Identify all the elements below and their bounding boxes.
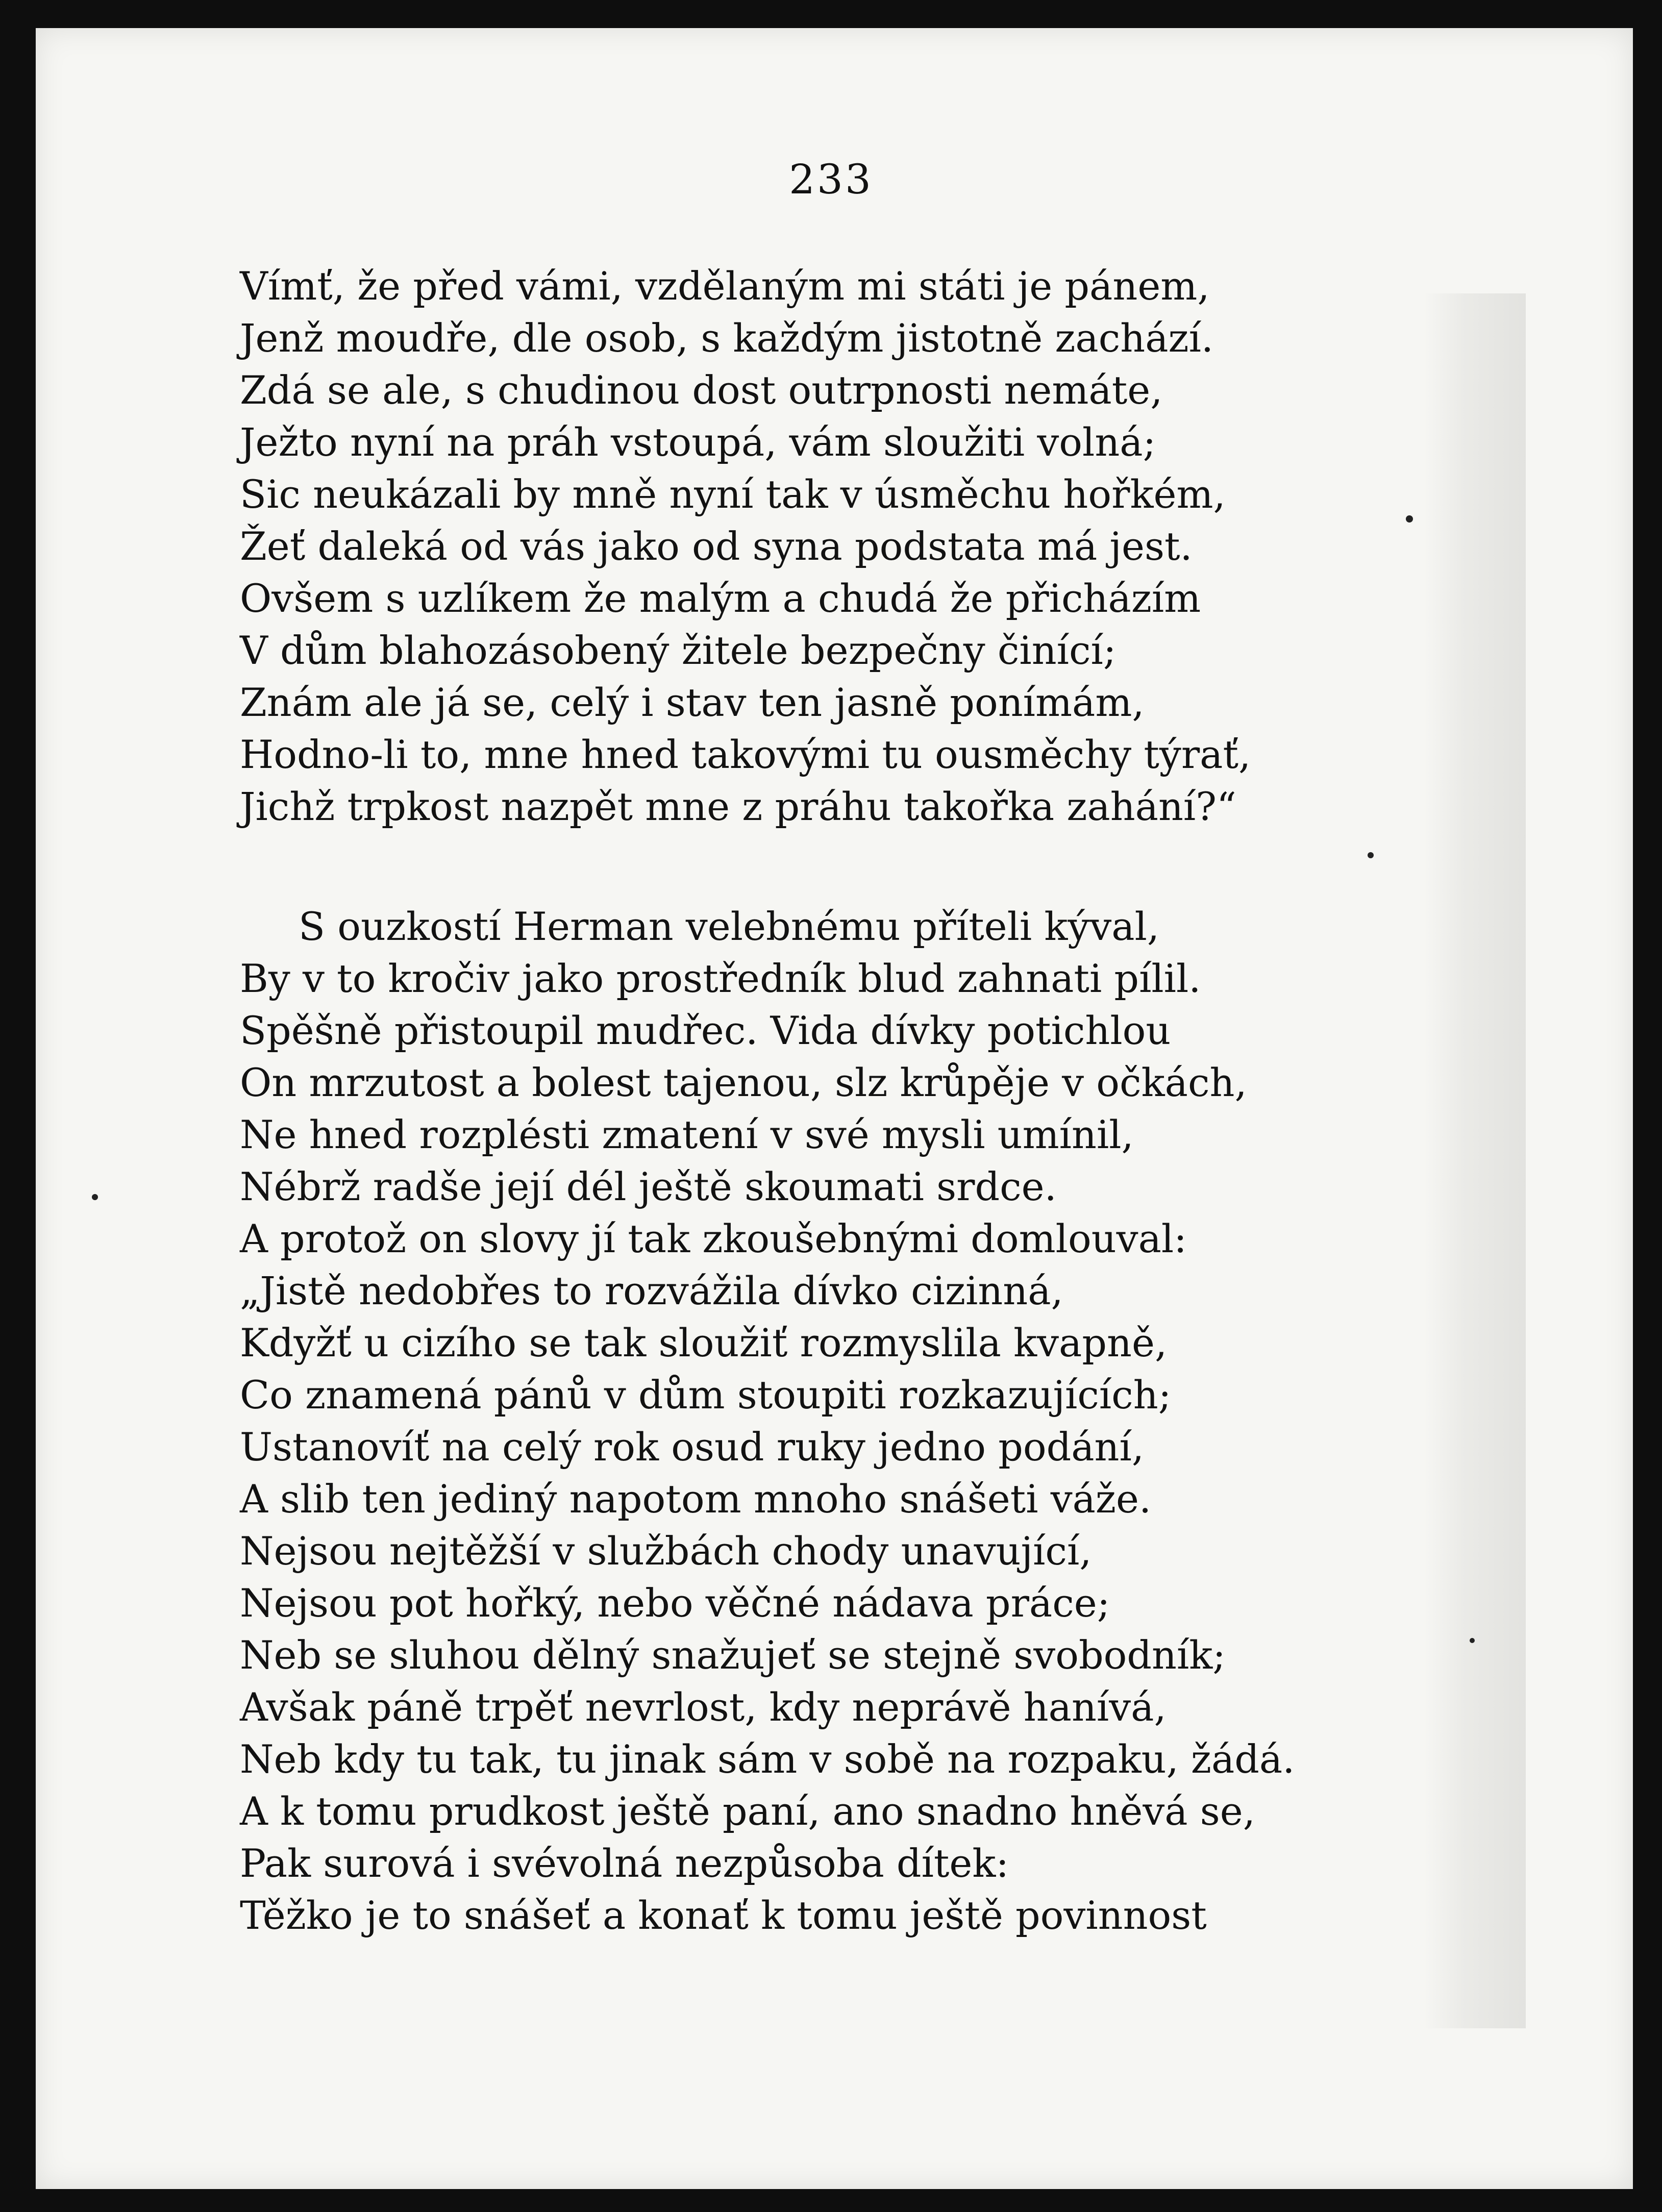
verse-line: Znám ale já se, celý i stav ten jasně ponímám, bbox=[240, 680, 1145, 725]
verse-line: A slib ten jediný napotom mnoho snášeti váže. bbox=[240, 1476, 1152, 1522]
verse-line: S ouzkostí Herman velebnému příteli kýval, bbox=[299, 904, 1160, 949]
ink-speck bbox=[92, 1194, 98, 1200]
verse-line: Kdyžť u cizího se tak sloužiť rozmyslila kvapně, bbox=[240, 1320, 1168, 1365]
verse-line: Avšak páně trpěť nevrlost, kdy neprávě hanívá, bbox=[240, 1684, 1167, 1730]
verse-line: Hodno-li to, mne hned takovými tu ousměchy týrať, bbox=[240, 732, 1251, 777]
stanza-1 bbox=[240, 260, 1490, 833]
verse-line: Nébrž radše její dél ještě skoumati srdce. bbox=[240, 1164, 1057, 1209]
ink-speck bbox=[1368, 852, 1374, 858]
verse-line: Ne hned rozplésti zmatení v své mysli umínil, bbox=[240, 1112, 1134, 1157]
verse-line: On mrzutost a bolest tajenou, slz krůpěje v očkách, bbox=[240, 1060, 1247, 1105]
verse-line: Co znamená pánů v dům stoupiti rozkazujících; bbox=[240, 1372, 1172, 1418]
verse-line: Těžko je to snášeť a konať k tomu ještě povinnost bbox=[240, 1893, 1207, 1938]
verse-line: Ustanovíť na celý rok osud ruky jedno podání, bbox=[240, 1424, 1144, 1470]
stanza-2 bbox=[240, 901, 1490, 1942]
verse-line: Jichž trpkost nazpět mne z práhu takořka zahání?“ bbox=[240, 784, 1236, 829]
verse-line: Ovšem s uzlíkem že malým a chudá že přicházím bbox=[240, 576, 1201, 621]
verse-line: Pak surová i svévolná nezpůsoba dítek: bbox=[240, 1841, 1009, 1886]
verse-line: Vímť, že před vámi, vzdělaným mi státi je pánem, bbox=[240, 263, 1210, 309]
verse-line: Neb se sluhou dělný snažujeť se stejně svobodník; bbox=[240, 1632, 1226, 1678]
verse-line: Sic neukázali by mně nyní tak v úsměchu hořkém, bbox=[240, 471, 1226, 517]
verse-line: By v to kročiv jako prostředník blud zahnati pílil. bbox=[240, 956, 1201, 1001]
verse-line: V dům blahozásobený žitele bezpečny činící; bbox=[240, 628, 1117, 673]
verse-line: A protož on slovy jí tak zkoušebnými domlouval: bbox=[240, 1216, 1187, 1261]
verse-line: Ježto nyní na práh vstoupá, vám sloužiti volná; bbox=[240, 419, 1156, 465]
page-number: 233 bbox=[789, 156, 873, 203]
verse-line: „Jistě nedobřes to rozvážila dívko cizinná, bbox=[240, 1268, 1063, 1313]
verse-line: Nejsou nejtěžší v službách chody unavující, bbox=[240, 1528, 1092, 1574]
verse-line: A k tomu prudkost ještě paní, ano snadno hněvá se, bbox=[240, 1788, 1255, 1834]
ink-speck bbox=[1406, 515, 1413, 523]
verse-line: Neb kdy tu tak, tu jinak sám v sobě na rozpaku, žádá. bbox=[240, 1736, 1295, 1782]
verse-line: Nejsou pot hořký, nebo věčné nádava práce; bbox=[240, 1580, 1110, 1626]
verse-line: Spěšně přistoupil mudřec. Vida dívky potichlou bbox=[240, 1008, 1171, 1053]
ink-speck bbox=[1470, 1638, 1475, 1643]
verse-line: Zdá se ale, s chudinou dost outrpnosti nemáte, bbox=[240, 367, 1163, 413]
verse-line: Jenž moudře, dle osob, s každým jistotně zachází. bbox=[240, 315, 1214, 361]
verse-line: Žeť daleká od vás jako od syna podstata má jest. bbox=[240, 524, 1193, 569]
